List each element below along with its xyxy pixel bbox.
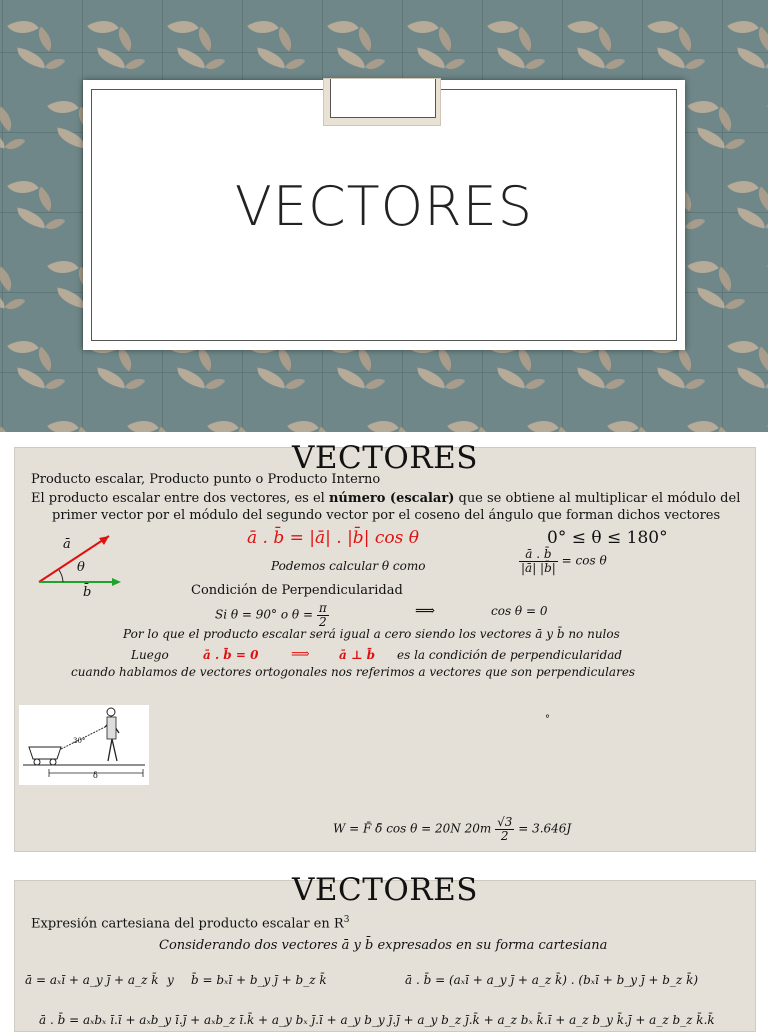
leaf-motif xyxy=(255,368,287,389)
leaf-motif xyxy=(192,347,218,372)
cos-theta-fraction: $\frac{ā . b̄}{|ā| |b̄|}$ = cos θ xyxy=(521,547,607,575)
stray-mark: ° xyxy=(545,714,550,725)
leaf-motif xyxy=(15,208,47,229)
figure-displacement-label: δ xyxy=(93,771,98,780)
leaf-motif xyxy=(605,53,626,75)
leaf-motif xyxy=(672,27,698,52)
definition-line-1: El producto escalar entre dos vectores, es el número (escalar) que se obtiene al multiplicar el módulo del xyxy=(31,491,741,506)
luego-label: Luego xyxy=(131,648,169,662)
leaf-motif xyxy=(327,13,359,42)
leaf-motif xyxy=(607,413,639,432)
leaf-motif xyxy=(207,413,239,432)
leaf-motif xyxy=(45,213,66,235)
leaf-motif xyxy=(415,48,447,69)
leaf-motif xyxy=(735,368,767,389)
leaf-motif xyxy=(32,27,58,52)
leaf-motif xyxy=(495,368,527,389)
work-figure xyxy=(19,705,149,785)
leaf-motif xyxy=(735,48,767,69)
condition-angle: Si θ = 90° o θ = $\frac{\pi}{2}$ xyxy=(215,601,327,629)
pattern-grid-line xyxy=(0,372,768,373)
leaf-motif xyxy=(125,53,146,75)
leaf-motif xyxy=(687,253,719,282)
leaf-motif xyxy=(727,13,759,42)
leaf-motif xyxy=(5,133,26,155)
leaf-motif xyxy=(45,373,66,395)
leaf-motif xyxy=(127,413,159,432)
leaf-motif xyxy=(352,347,378,372)
title-card-tab xyxy=(323,78,441,126)
perpendicular-condition-text: es la condición de perpendicularidad xyxy=(397,648,623,662)
leaf-motif xyxy=(365,53,386,75)
leaf-motif xyxy=(285,53,306,75)
man-pulling-cart-illustration xyxy=(19,705,149,785)
leaf-motif xyxy=(685,213,706,235)
leaf-motif xyxy=(15,368,47,389)
leaf-motif xyxy=(47,413,79,432)
work-equation: W = F̄ δ̄ cos θ = 20N 20m $\frac{√3}{2}$ = 3.646J xyxy=(333,815,572,843)
leaf-motif xyxy=(407,13,439,42)
vector-a-label: ā xyxy=(63,537,71,552)
leaf-motif xyxy=(285,373,306,395)
leaf-motif xyxy=(685,373,706,395)
vector-a-cartesian: ā = aₓī + a_y ȷ̄ + a_z k̄ xyxy=(25,973,159,987)
slide-cartesian-dot-product xyxy=(14,872,756,1032)
leaf-motif xyxy=(712,107,738,132)
leaf-motif xyxy=(365,373,386,395)
leaf-motif xyxy=(525,373,546,395)
slide-heading: VECTORES xyxy=(291,872,479,908)
leaf-motif xyxy=(95,48,127,69)
slide-heading: VECTORES xyxy=(291,440,479,476)
leaf-motif xyxy=(32,347,58,372)
leaf-motif xyxy=(167,13,199,42)
perpendicular-statement: ā ⊥ b̄ xyxy=(339,648,376,662)
leaf-motif xyxy=(5,293,26,315)
title-slide xyxy=(0,0,768,432)
leaf-motif xyxy=(445,53,466,75)
leaf-motif xyxy=(432,347,458,372)
leaf-motif xyxy=(272,27,298,52)
theta-label: θ xyxy=(77,560,85,575)
leaf-motif xyxy=(45,53,66,75)
leaf-motif xyxy=(765,53,768,75)
leaf-motif xyxy=(335,48,367,69)
vector-b-label: b̄ xyxy=(83,585,92,600)
leaf-motif xyxy=(765,213,768,235)
angle-range: 0° ≤ θ ≤ 180° xyxy=(547,528,668,548)
leaf-motif xyxy=(725,293,746,315)
leaf-motif xyxy=(525,53,546,75)
leaf-motif xyxy=(447,413,479,432)
leaf-motif xyxy=(287,413,319,432)
podemos-calcular: Podemos calcular θ como xyxy=(271,559,426,573)
leaf-motif xyxy=(655,368,687,389)
leaf-motif xyxy=(685,53,706,75)
subtitle: Producto escalar, Producto punto o Producto Interno xyxy=(31,472,381,487)
leaf-motif xyxy=(367,413,399,432)
pattern-grid-line xyxy=(0,52,768,53)
slide-title: VECTORES xyxy=(234,175,534,238)
leaf-motif xyxy=(415,368,447,389)
leaf-motif xyxy=(7,13,39,42)
leaf-motif xyxy=(712,267,738,292)
cartesian-subtitle: Expresión cartesiana del producto escalar en $R^3$ xyxy=(31,915,350,932)
leaf-motif xyxy=(735,208,767,229)
leaf-motif xyxy=(592,27,618,52)
leaf-motif xyxy=(175,368,207,389)
considerando-text: Considerando dos vectores ā y b̄ expresados en su forma cartesiana xyxy=(159,938,608,953)
leaf-motif xyxy=(272,347,298,372)
pattern-grid-line xyxy=(2,0,3,432)
leaf-motif xyxy=(7,333,39,362)
pattern-grid-line xyxy=(722,0,723,432)
leaf-motif xyxy=(47,253,79,282)
dot-product-formula: ā . b̄ = |ā| . |b̄| cos θ xyxy=(247,528,419,548)
leaf-motif xyxy=(432,27,458,52)
leaf-motif xyxy=(205,53,226,75)
leaf-motif xyxy=(727,173,759,202)
luego-implies: ⟹ xyxy=(291,647,310,662)
leaf-motif xyxy=(192,27,218,52)
leaf-motif xyxy=(512,347,538,372)
leaf-motif xyxy=(255,48,287,69)
figure-angle-label: 30° xyxy=(73,737,86,745)
leaf-motif xyxy=(575,368,607,389)
leaf-motif xyxy=(527,413,559,432)
leaf-motif xyxy=(125,373,146,395)
slide-producto-escalar xyxy=(14,440,756,852)
leaf-motif xyxy=(727,333,759,362)
leaf-motif xyxy=(352,27,378,52)
leaf-motif xyxy=(687,93,719,122)
zero-dot-product: ā . b̄ = 0 xyxy=(203,648,259,662)
leaf-motif xyxy=(605,373,626,395)
vector-b-cartesian: b̄ = bₓī + b_y ȷ̄ + b_z k̄ xyxy=(191,973,327,987)
expansion-line: ā . b̄ = aₓbₓ ī.ī + aₓb_y ī.ȷ̄ + aₓb_z ī.k̄ + a_y bₓ ȷ̄.ī + a_y b_y ȷ̄.ȷ̄ + a_y b_z ȷ̄.k̄ + a_z bₓ k̄.ī + a_z b_y k̄.ȷ̄ + a_z b_z k̄.k̄ xyxy=(39,1013,715,1027)
leaf-motif xyxy=(655,48,687,69)
leaf-motif xyxy=(687,413,719,432)
leaf-motif xyxy=(672,347,698,372)
leaf-motif xyxy=(495,48,527,69)
leaf-motif xyxy=(487,13,519,42)
leaf-motif xyxy=(575,48,607,69)
leaf-motif xyxy=(0,427,18,432)
leaf-motif xyxy=(247,13,279,42)
leaf-motif xyxy=(32,187,58,212)
leaf-motif xyxy=(765,373,768,395)
leaf-motif xyxy=(567,13,599,42)
leaf-motif xyxy=(205,373,226,395)
conjunction-y: y xyxy=(167,973,174,987)
leaf-motif xyxy=(647,13,679,42)
leaf-motif xyxy=(7,173,39,202)
title-card xyxy=(83,80,685,350)
leaf-motif xyxy=(335,368,367,389)
leaf-motif xyxy=(47,93,79,122)
implies-symbol: ⟹ xyxy=(415,603,436,619)
cos-zero: cos θ = 0 xyxy=(491,604,548,618)
leaf-motif xyxy=(592,347,618,372)
leaf-motif xyxy=(112,347,138,372)
leaf-motif xyxy=(725,133,746,155)
leaf-motif xyxy=(175,48,207,69)
leaf-motif xyxy=(95,368,127,389)
orthogonal-note: cuando hablamos de vectores ortogonales nos referimos a vectores que son perpendiculares xyxy=(71,665,636,679)
leaf-motif xyxy=(15,48,47,69)
leaf-motif xyxy=(87,13,119,42)
leaf-motif xyxy=(512,27,538,52)
dot-product-cartesian: ā . b̄ = (aₓī + a_y ȷ̄ + a_z k̄) . (bₓī + b_y ȷ̄ + b_z k̄) xyxy=(405,973,699,987)
leaf-motif xyxy=(112,27,138,52)
por-lo-que: Por lo que el producto escalar será igual a cero siendo los vectores ā y b̄ no nulos xyxy=(123,627,620,641)
definition-line-2: primer vector por el módulo del segundo vector por el coseno del ángulo que forman dichos vectores xyxy=(52,508,721,523)
leaf-motif xyxy=(445,373,466,395)
perpendicularity-title: Condición de Perpendicularidad xyxy=(191,583,403,598)
